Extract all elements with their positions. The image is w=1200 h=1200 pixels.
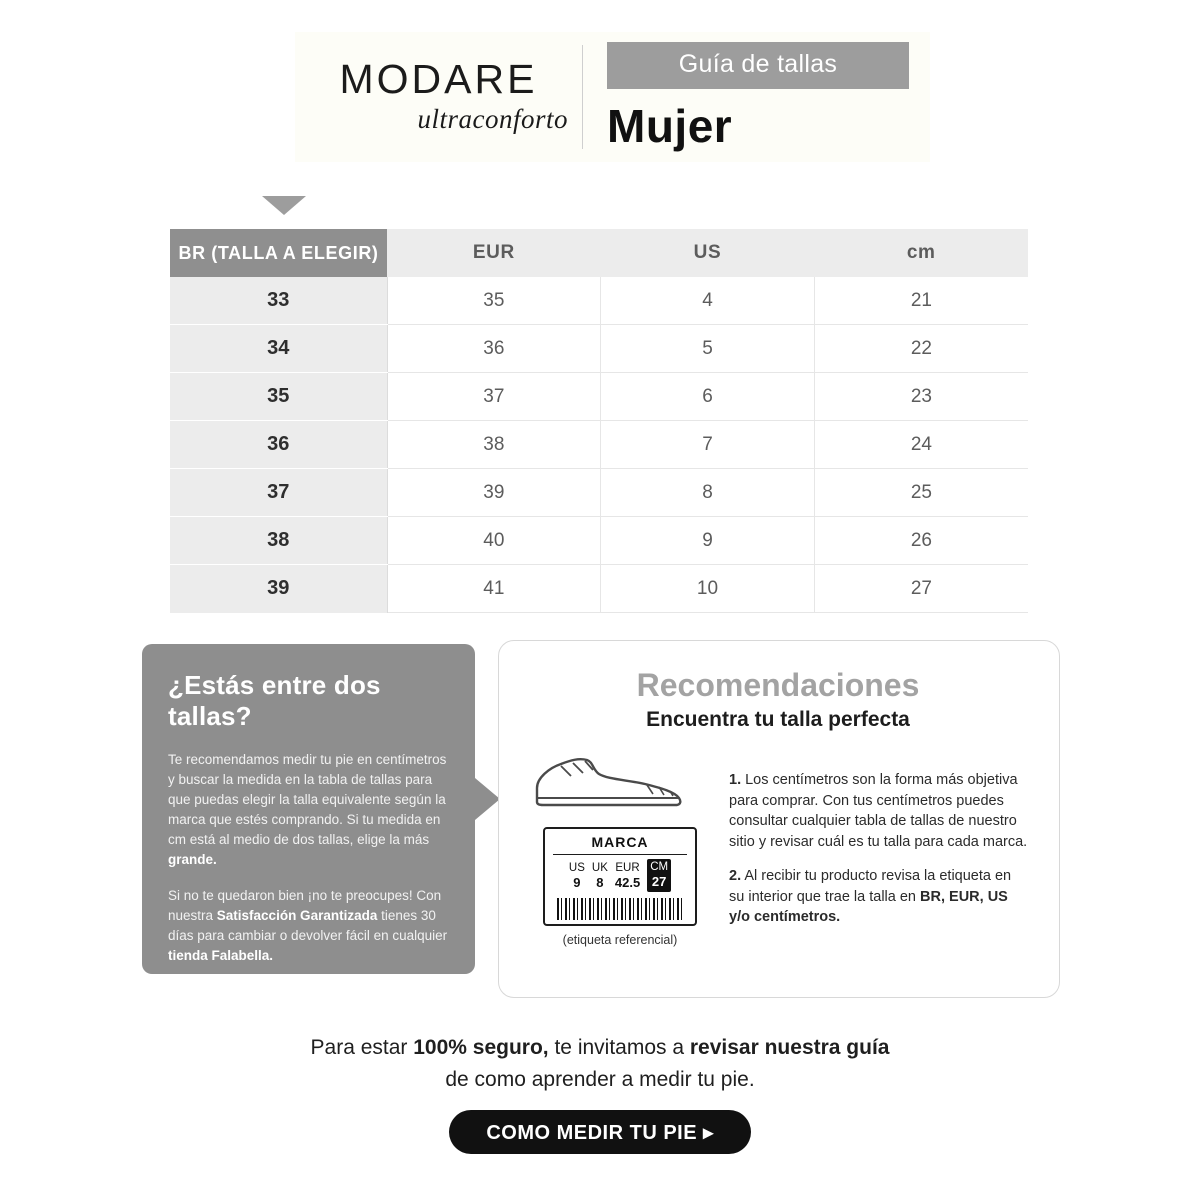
cell-us: 4: [601, 277, 815, 325]
table-row: [170, 373, 1028, 421]
how-to-measure-button[interactable]: COMO MEDIR TU PIE ▸: [449, 1110, 751, 1154]
cell-br: 39: [170, 565, 387, 613]
cell-eur: 38: [387, 421, 601, 469]
label-uk-value: 8: [596, 875, 604, 891]
cell-eur: 37: [387, 373, 601, 421]
cell-us: 5: [601, 325, 815, 373]
label-divider: [553, 854, 687, 855]
recommendation-1-text: Los centímetros son la forma más objetiva para comprar. Con tus centímetros puedes consultar cualquier tabla de tallas de nuestro sitio y revisar cuál es tu talla para cada marca.: [729, 772, 1028, 850]
brand-tagline: ultraconforto: [417, 104, 568, 134]
label-uk-header: UK: [591, 862, 608, 874]
cell-us: 7: [601, 421, 815, 469]
callout-p1-text: Te recomendamos medir tu pie en centímetros y buscar la medida en la tabla de tallas para que puedas elegir la talla equivalente según la marca que estés comprando. Si tu medida en cm está al medio de dos tallas, elige la más: [168, 752, 447, 847]
recommendations-body: [527, 748, 1029, 947]
cell-br: 35: [170, 373, 387, 421]
label-us-value: 9: [573, 875, 581, 891]
table-row: [170, 517, 1028, 565]
column-header-cm: cm: [814, 229, 1028, 277]
cell-us: 9: [601, 517, 815, 565]
label-cm-header: CM: [650, 861, 669, 873]
cell-eur: 40: [387, 517, 601, 565]
label-us-header: US: [568, 862, 585, 874]
label-col-us: [569, 861, 585, 892]
page-header: [295, 32, 930, 162]
footer-line-2: de como aprender a medir tu pie.: [445, 1067, 755, 1091]
footer-line1-d: revisar nuestra guía: [689, 1036, 890, 1059]
footer-line1-b: 100% seguro,: [413, 1036, 549, 1059]
page-title: Mujer: [607, 99, 733, 152]
callout-title: ¿Estás entre dos tallas?: [168, 670, 381, 731]
table-header-row: [170, 229, 1028, 277]
header-title-block: [607, 42, 909, 153]
size-table: [170, 229, 1028, 613]
label-caption: (etiqueta referencial): [562, 932, 678, 947]
footer-line1-c: te invitamos a: [548, 1036, 690, 1059]
callout-since-note: *Desde el 16.08.2022: [168, 981, 291, 996]
recommendation-2-text: Al recibir tu producto revisa la etiqueta en su interior que trae la talla en: [729, 868, 1012, 905]
size-table-container: [170, 229, 1028, 613]
arrow-down-icon: [262, 196, 306, 215]
table-row: [170, 421, 1028, 469]
cell-eur: 36: [387, 325, 601, 373]
callout-p2-text-b: tienes 30 días para cambiar o devolver fácil en cualquier: [168, 907, 448, 943]
callout-p2-text-a: Si no te quedaron bien ¡no te preocupes! Con nuestra: [168, 887, 442, 923]
barcode-icon: [557, 898, 683, 920]
cell-cm: 23: [814, 373, 1028, 421]
recommendation-1-number: 1.: [729, 772, 742, 788]
table-row: [170, 565, 1028, 613]
sneaker-icon: [527, 748, 707, 816]
cell-eur: 41: [387, 565, 601, 613]
footer-line-1: [0, 1032, 1200, 1064]
recommendations-text: [713, 748, 1029, 947]
callout-p1-emphasis: grande.: [168, 851, 217, 867]
column-header-br: BR (TALLA A ELEGIR): [170, 229, 387, 277]
column-header-us: US: [601, 229, 815, 277]
cell-cm: 24: [814, 421, 1028, 469]
cell-cm: 21: [814, 277, 1028, 325]
cell-br: 38: [170, 517, 387, 565]
label-col-cm: [647, 859, 671, 892]
recommendations-title: Recomendaciones: [636, 667, 920, 703]
cell-cm: 25: [814, 469, 1028, 517]
between-sizes-callout: [142, 644, 475, 996]
table-row: [170, 469, 1028, 517]
cell-eur: 39: [387, 469, 601, 517]
label-brand-word: MARCA: [591, 834, 649, 850]
cell-br: 34: [170, 325, 387, 373]
shoe-label-illustration: [527, 748, 713, 947]
recommendation-item-2: [729, 866, 1029, 928]
table-row: [170, 325, 1028, 373]
recommendation-2-number: 2.: [729, 868, 742, 885]
cell-br: 36: [170, 421, 387, 469]
size-label-graphic: [543, 827, 697, 926]
callout-tail-arrow: [475, 778, 500, 820]
cell-us: 10: [601, 565, 815, 613]
cell-cm: 22: [814, 325, 1028, 373]
cell-us: 6: [601, 373, 815, 421]
footer-message: [0, 1032, 1200, 1095]
cell-br: 33: [170, 277, 387, 325]
recommendations-card: [498, 640, 1060, 998]
brand-logo: [295, 32, 576, 162]
label-values-row: [545, 859, 695, 892]
cell-br: 37: [170, 469, 387, 517]
recommendations-subtitle: Encuentra tu talla perfecta: [646, 708, 910, 731]
label-cm-value: 27: [651, 874, 667, 890]
cell-eur: 35: [387, 277, 601, 325]
cell-us: 8: [601, 469, 815, 517]
label-eur-value: 42.5: [614, 875, 641, 891]
guide-pill-label: Guía de tallas: [607, 42, 909, 89]
cell-cm: 26: [814, 517, 1028, 565]
label-col-uk: [592, 861, 608, 892]
cell-cm: 27: [814, 565, 1028, 613]
callout-paragraph-2: [168, 886, 449, 966]
footer-line1-a: Para estar: [310, 1036, 414, 1059]
recommendation-item-1: [729, 770, 1029, 852]
header-divider: [582, 45, 583, 149]
callout-paragraph-1: [168, 750, 449, 870]
recommendation-2-emphasis: BR, EUR, US y/o centímetros.: [729, 888, 1008, 926]
brand-name: MODARE: [339, 56, 538, 102]
callout-p2-emphasis-b: tienda Falabella.: [168, 947, 274, 963]
callout-p2-emphasis-a: Satisfacción Garantizada: [216, 907, 378, 923]
column-header-eur: EUR: [387, 229, 601, 277]
table-row: [170, 277, 1028, 325]
label-eur-header: EUR: [615, 862, 640, 874]
label-col-eur: [615, 861, 640, 892]
